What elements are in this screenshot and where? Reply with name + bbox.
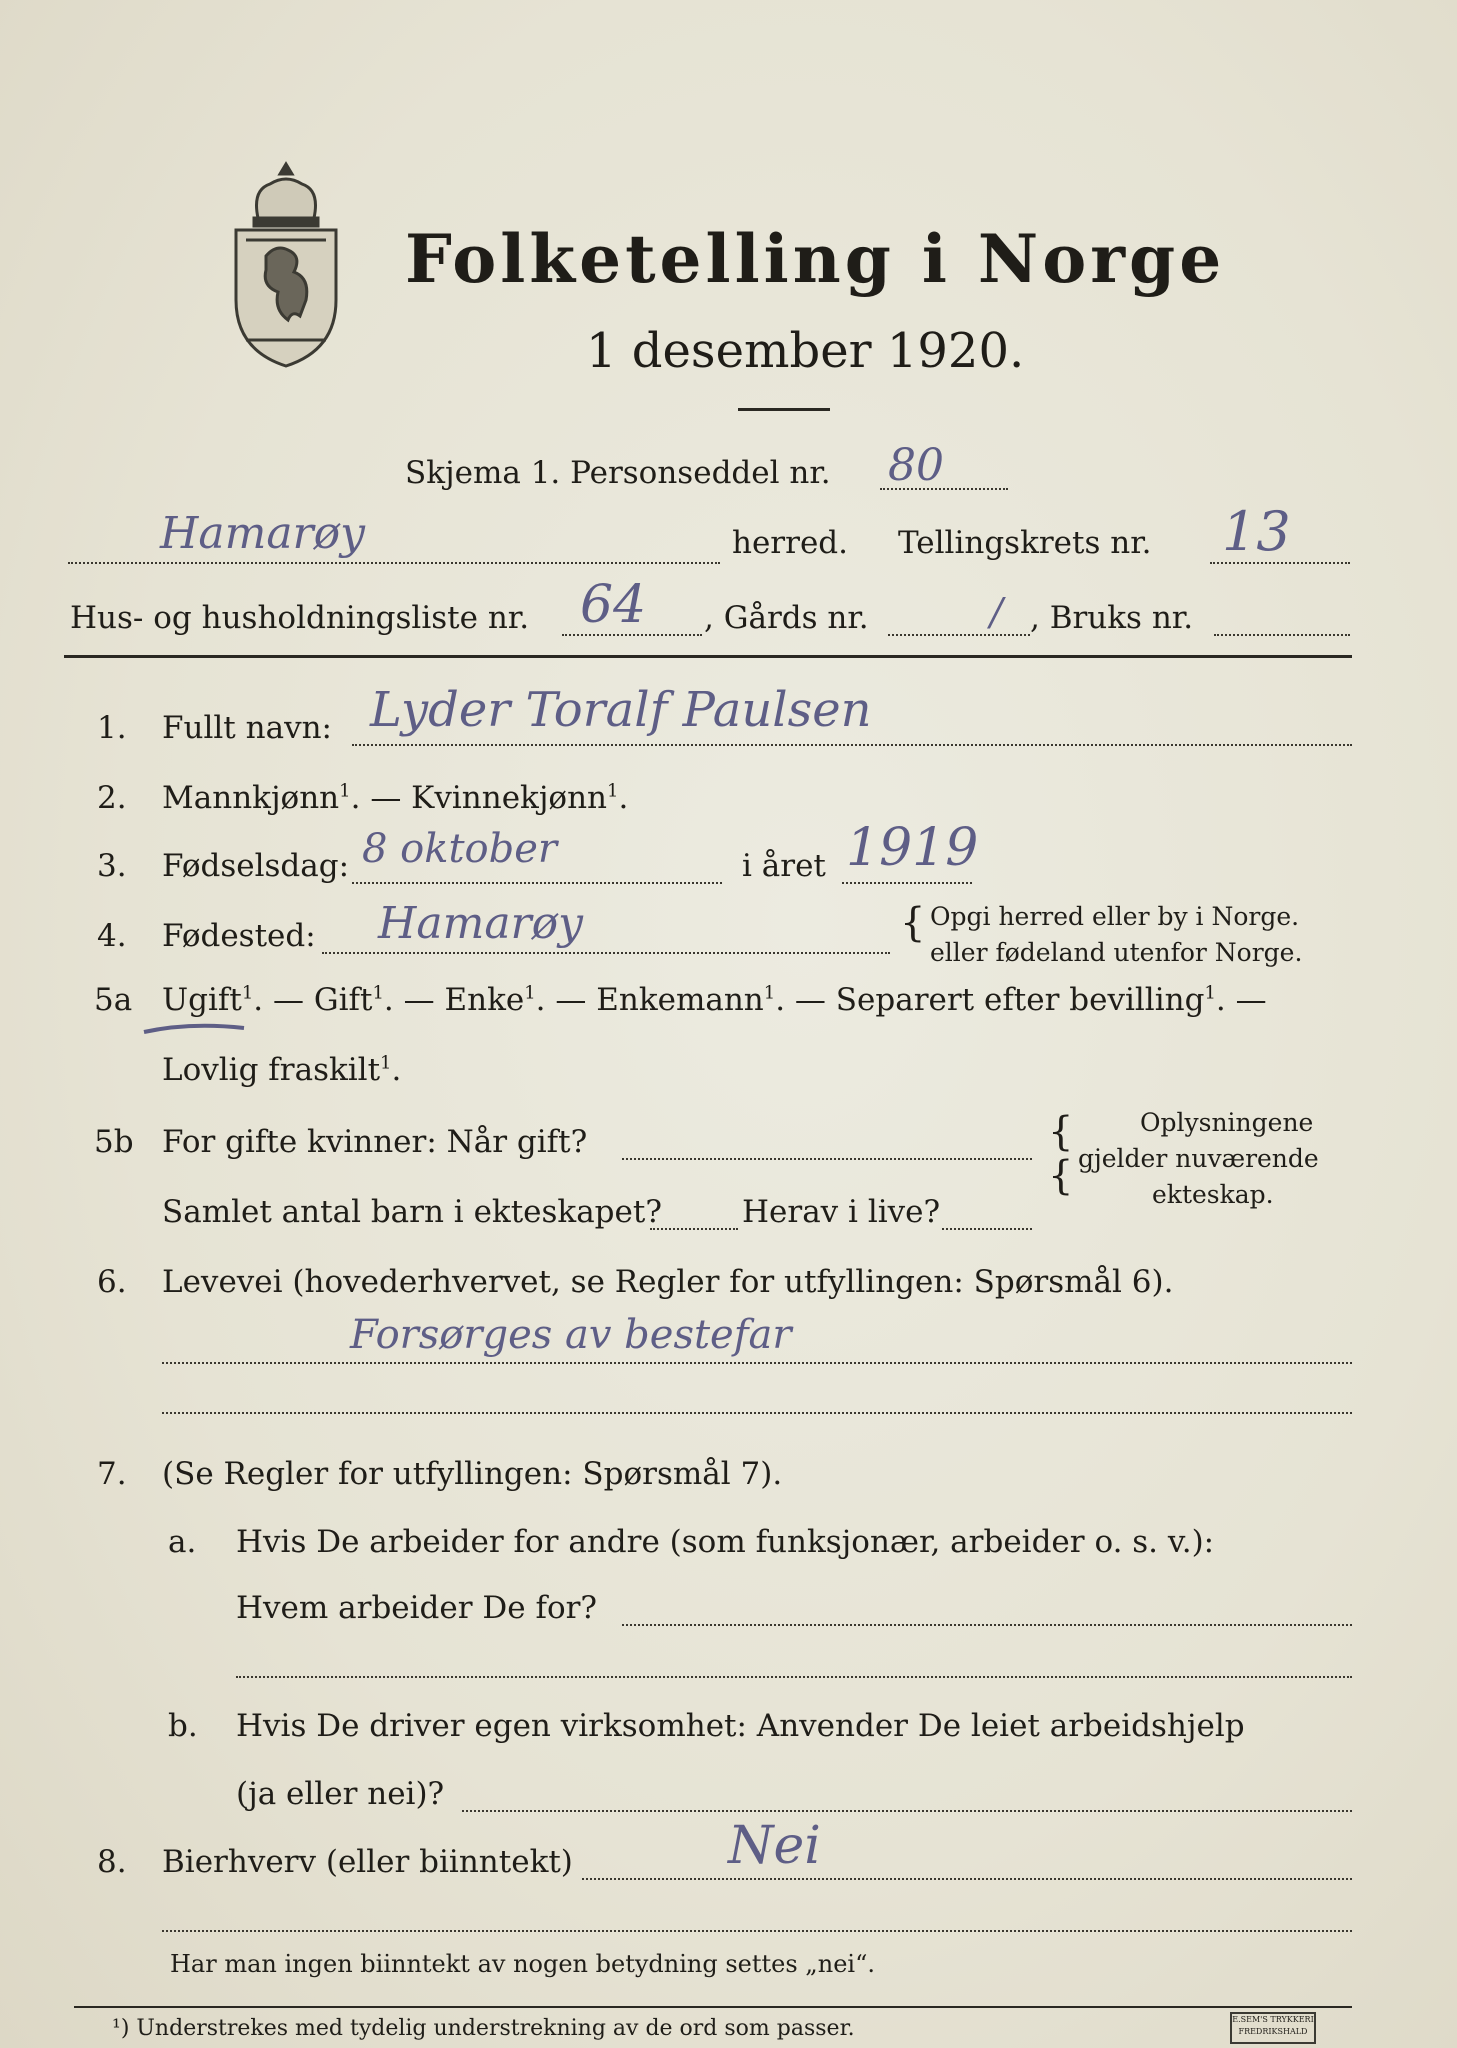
gards-value: / (990, 590, 1003, 634)
q5a-options: Ugift$^1$. — Gift$^1$. — Enke$^1$. — Enkemann$^1$. — Separert efter bevilling$^1$. — (162, 982, 1267, 1018)
herred-label: herred. (732, 525, 848, 561)
q4-note-1: Opgi herred eller by i Norge. (930, 902, 1300, 931)
herred-field-line (68, 562, 720, 564)
q7a-text: Hvis De arbeider for andre (som funksjonær, arbeider o. s. v.): (236, 1524, 1215, 1560)
q1-value: Lyder Toralf Paulsen (370, 682, 872, 738)
coat-of-arms-icon (222, 160, 350, 370)
q4-bracket: { (900, 900, 926, 946)
q6-field-line-2 (162, 1412, 1352, 1414)
q4-number: 4. (97, 918, 127, 954)
ugift-underline-mark (140, 1018, 250, 1038)
q8-label: Bierhverv (eller biinntekt) (162, 1844, 573, 1880)
q7-label: (Se Regler for utfyllingen: Spørsmål 7). (162, 1456, 783, 1492)
printer-stamp: E.SEM'S TRYKKERI FREDRIKSHALD (1230, 2012, 1316, 2044)
hus-value: 64 (580, 575, 647, 635)
form-subtitle: 1 desember 1920. (586, 323, 1025, 379)
q7-number: 7. (97, 1456, 127, 1492)
q2-options: Mannkjønn$^1$. — Kvinnekjønn$^1$. (162, 780, 629, 816)
q3-aret-field-line (842, 882, 972, 884)
q2-mann[interactable]: Mannkjønn (162, 780, 340, 816)
footer-note: Har man ingen biinntekt av nogen betydning settes „nei“. (170, 1950, 875, 1978)
header-rule (64, 655, 1352, 658)
q6-field-line-1 (162, 1362, 1352, 1364)
q8-field-line (582, 1878, 1352, 1880)
q7a-question: Hvem arbeider De for? (236, 1590, 598, 1626)
gards-label: , Gårds nr. (704, 600, 869, 636)
q3-value: 8 oktober (362, 826, 558, 872)
q5b-barn-field-line (650, 1228, 738, 1230)
q5b-bracket: { { (1048, 1109, 1074, 1199)
q7b-question: (ja eller nei)? (236, 1776, 445, 1812)
q2-kvinne[interactable]: Kvinnekjønn (411, 780, 608, 816)
q5b-ilive-field-line (942, 1228, 1032, 1230)
footer-rule (74, 2006, 1352, 2008)
q4-field-line (322, 952, 890, 954)
q3-aret-label: i året (742, 848, 826, 884)
bruks-field-line (1214, 634, 1350, 636)
q3-field-line (352, 882, 722, 884)
bruks-label: , Bruks nr. (1030, 600, 1194, 636)
q5a-enke[interactable]: . — Enke (383, 982, 525, 1018)
q8-value: Nei (728, 1816, 821, 1876)
q5b-label-1: For gifte kvinner: Når gift? (162, 1124, 588, 1160)
form-title: Folketelling i Norge (405, 220, 1226, 298)
q7a-letter: a. (168, 1524, 197, 1560)
q5b-label-2: Samlet antal barn i ekteskapet? (162, 1194, 662, 1230)
q5a-fraskilt[interactable]: Lovlig fraskilt$^1$. (162, 1052, 402, 1088)
q2-number: 2. (97, 780, 127, 816)
q5a-gift[interactable]: . — Gift (253, 982, 373, 1018)
q5a-ugift[interactable]: Ugift (162, 982, 242, 1018)
q7b-letter: b. (168, 1708, 198, 1744)
tellingskrets-value: 13 (1222, 500, 1291, 563)
title-divider (738, 408, 830, 411)
q3-aret-value: 1919 (846, 818, 979, 878)
skjema-value: 80 (888, 440, 944, 491)
q5a-separert[interactable]: . — Separert efter bevilling (775, 982, 1205, 1018)
herred-value: Hamarøy (160, 508, 365, 559)
skjema-label: Skjema 1. Personseddel nr. (405, 455, 831, 491)
q5a-enkemann[interactable]: . — Enkemann (535, 982, 764, 1018)
footnote: ¹) Understrekes med tydelig understrekning av de ord som passer. (112, 2016, 855, 2041)
q8-number: 8. (97, 1844, 127, 1880)
q4-label: Fødested: (162, 918, 316, 954)
q5b-note-2: gjelder nuværende (1078, 1144, 1319, 1173)
q3-number: 3. (97, 848, 127, 884)
hus-label: Hus- og husholdningsliste nr. (70, 600, 530, 636)
q5a-number: 5a (94, 982, 133, 1018)
q5b-label-3: Herav i live? (742, 1194, 941, 1230)
q3-label: Fødselsdag: (162, 848, 350, 884)
q1-field-line (352, 744, 1352, 746)
q4-value: Hamarøy (378, 898, 583, 949)
tellingskrets-label: Tellingskrets nr. (898, 525, 1152, 561)
q6-value: Forsørges av bestefar (350, 1312, 792, 1358)
q5b-number: 5b (94, 1124, 134, 1160)
q4-note-2: eller fødeland utenfor Norge. (930, 938, 1303, 967)
q6-number: 6. (97, 1264, 127, 1300)
q8-field-line-2 (162, 1930, 1352, 1932)
q5b-gift-field-line (622, 1158, 1032, 1160)
q7b-text: Hvis De driver egen virksomhet: Anvender De leiet arbeidshjelp (236, 1708, 1245, 1744)
q5b-note-1: Oplysningene (1140, 1108, 1314, 1137)
q7b-field-line (462, 1810, 1352, 1812)
q7a-field-line-2 (236, 1676, 1352, 1678)
q7a-field-line-1 (622, 1624, 1352, 1626)
q1-label: Fullt navn: (162, 710, 332, 746)
gards-field-line (888, 634, 1030, 636)
q1-number: 1. (97, 710, 127, 746)
q6-label: Levevei (hovederhvervet, se Regler for utfyllingen: Spørsmål 6). (162, 1264, 1174, 1300)
q5b-note-3: ekteskap. (1152, 1180, 1274, 1209)
